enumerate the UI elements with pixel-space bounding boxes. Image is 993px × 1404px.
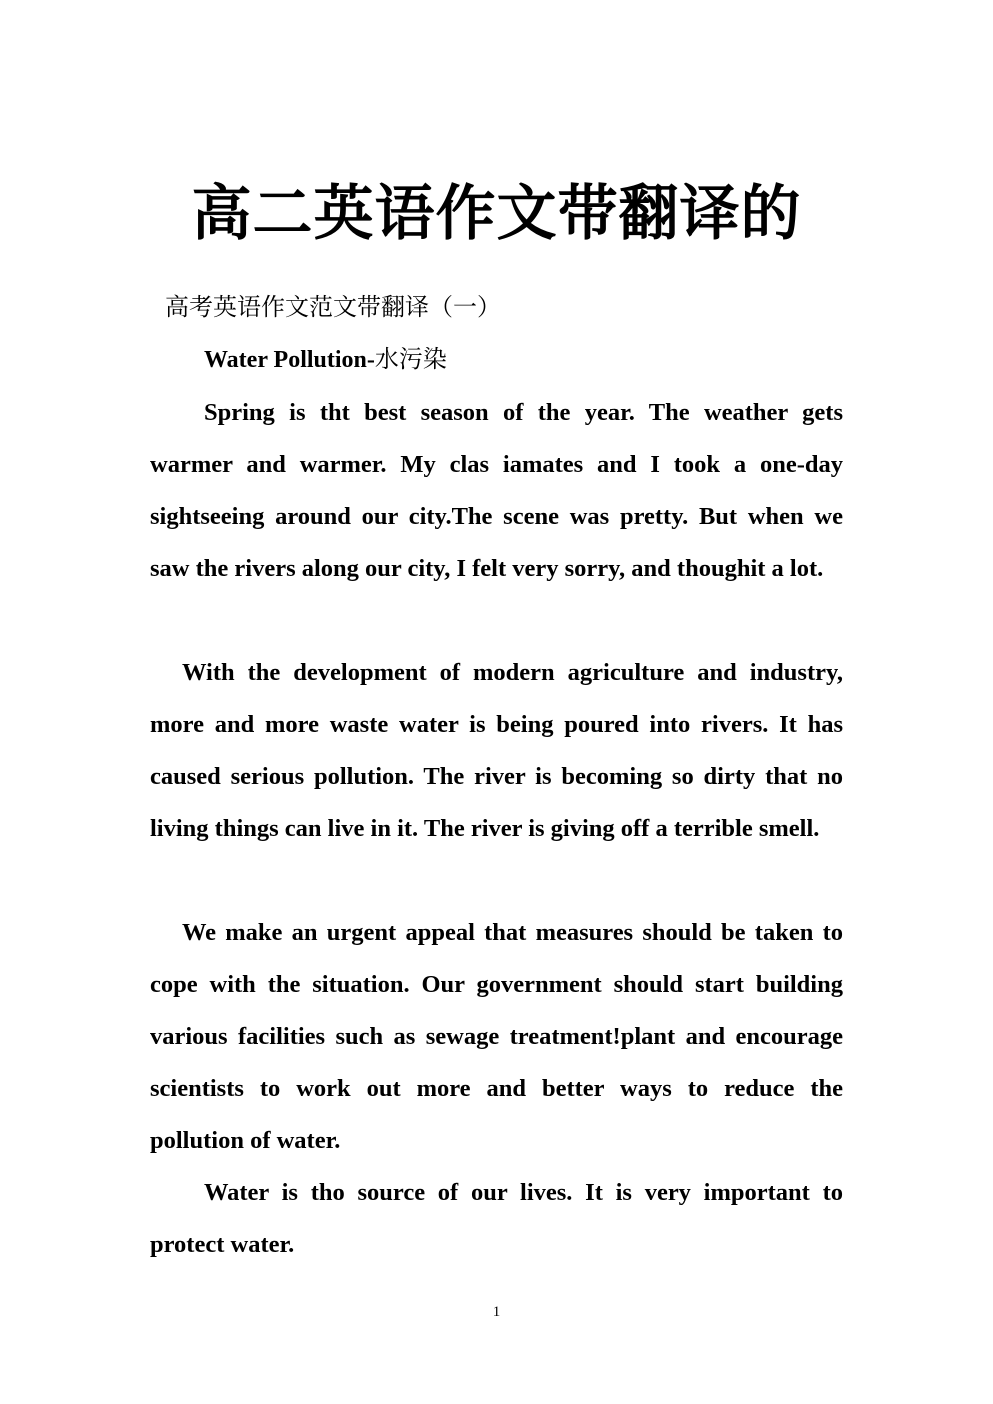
page-number: 1 <box>492 1304 501 1320</box>
essay-title-chinese: 水污染 <box>374 345 447 373</box>
essay-paragraph-2: With the development of modern agriculture and industry, more and more waste water is being poured into rivers. It has caused serious pollution. The river is becoming so dirty that no living things can live in it. The river is giving off a terrible smell. <box>150 659 843 842</box>
essay-title-english: Water Pollution- <box>204 347 375 373</box>
essay-paragraph-4: Water is tho source of our lives. It is very important to protect water. <box>150 1179 843 1258</box>
document-subtitle: 高考英语作文范文带翻译（一） <box>165 293 501 321</box>
essay-title <box>204 342 447 377</box>
document-title: 高二英语作文带翻译的 <box>191 179 802 249</box>
essay-paragraph-3: We make an urgent appeal that measures should be taken to cope with the situation. Our government should start building various facilities such as sewage treatment!plant and encourage scientists to work out more and better ways to reduce the pollution of water. <box>150 919 843 1154</box>
essay-paragraph-1: Spring is tht best season of the year. The weather gets warmer and warmer. My clas iamates and I took a one-day sightseeing around our city.The scene was pretty. But when we saw the rivers along our city, I felt very sorry, and thoughit a lot. <box>150 399 843 582</box>
